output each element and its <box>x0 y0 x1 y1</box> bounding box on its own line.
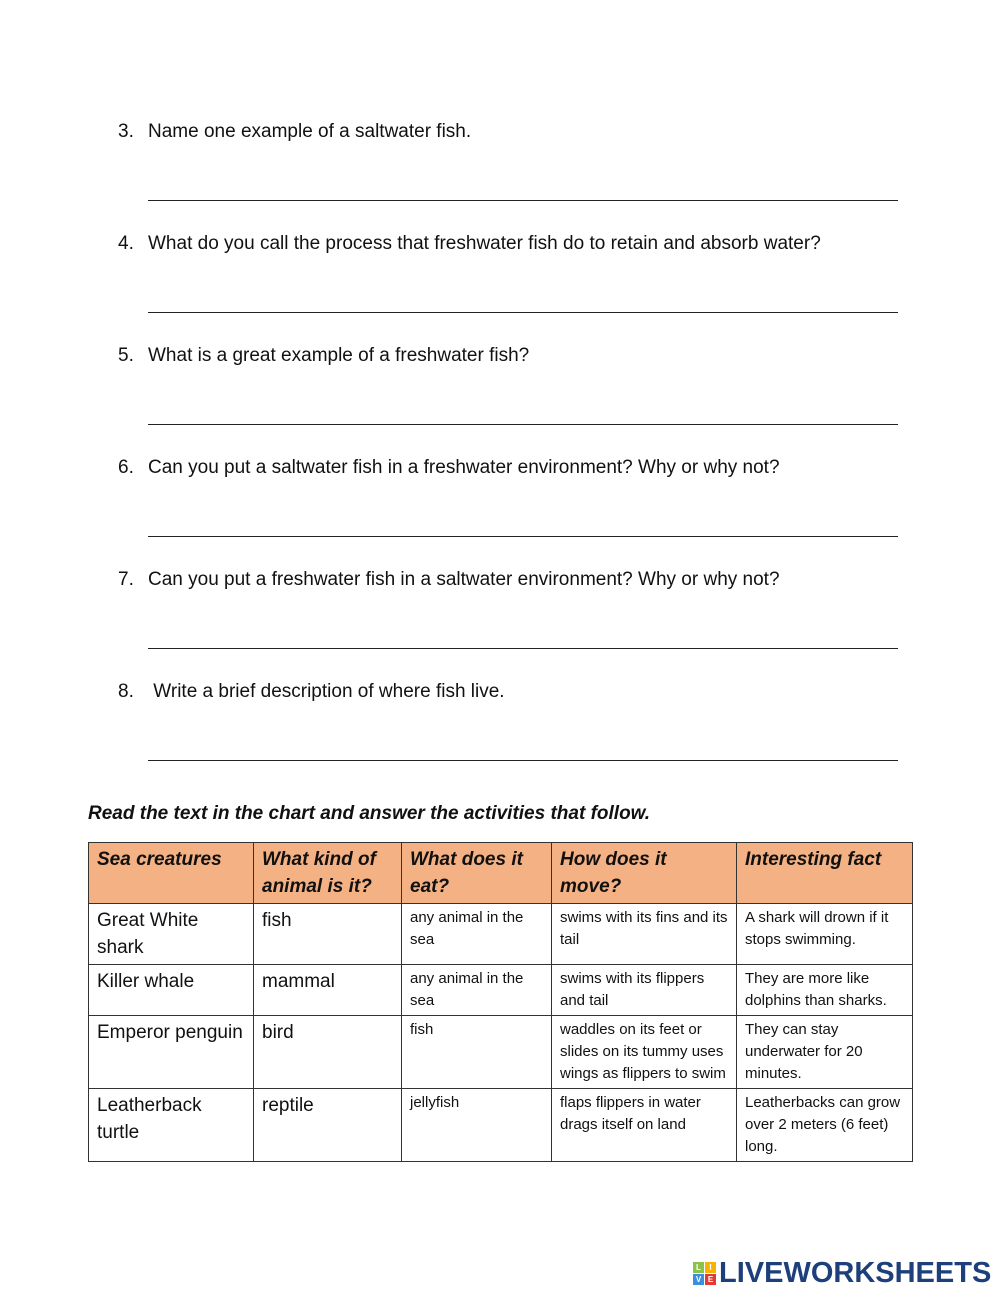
cell-eat: any animal in the sea <box>402 965 552 1016</box>
logo-cubes-icon <box>693 1262 716 1285</box>
logo-cube: V <box>693 1274 704 1285</box>
question-text: What is a great example of a freshwater fish? <box>148 345 530 366</box>
logo-cube: E <box>705 1274 716 1285</box>
cell-eat: fish <box>402 1016 552 1089</box>
answer-input-6[interactable] <box>148 512 898 537</box>
cell-fact: Leatherbacks can grow over 2 meters (6 feet) long. <box>737 1089 913 1162</box>
chart-instruction: Read the text in the chart and answer the activities that follow. <box>88 803 651 824</box>
question-number: 6. <box>118 457 134 478</box>
table-row <box>89 904 913 965</box>
logo-cube: I <box>705 1262 716 1273</box>
answer-input-8[interactable] <box>148 736 898 761</box>
cell-move: waddles on its feet or slides on its tummy uses wings as flippers to swim <box>552 1016 737 1089</box>
answer-input-7[interactable] <box>148 624 898 649</box>
cell-kind: reptile <box>254 1089 402 1162</box>
question-text: Name one example of a saltwater fish. <box>148 121 472 142</box>
logo-cube: L <box>693 1262 704 1273</box>
cell-fact: They can stay underwater for 20 minutes. <box>737 1016 913 1089</box>
answer-input-5[interactable] <box>148 400 898 425</box>
cell-move: swims with its fins and its tail <box>552 904 737 965</box>
logo-text: LIVEWORKSHEETS <box>719 1257 992 1289</box>
question-number: 4. <box>118 233 134 254</box>
answer-input-4[interactable] <box>148 288 898 313</box>
table-row <box>89 965 913 1016</box>
question-text: Write a brief description of where fish live. <box>148 681 505 702</box>
table-header-row <box>89 843 913 904</box>
question-text: What do you call the process that freshwater fish do to retain and absorb water? <box>148 233 821 254</box>
liveworksheets-logo <box>693 1257 991 1290</box>
question-text: Can you put a saltwater fish in a freshwater environment? Why or why not? <box>148 457 780 478</box>
cell-creature: Killer whale <box>89 965 254 1016</box>
cell-fact: They are more like dolphins than sharks. <box>737 965 913 1016</box>
cell-eat: jellyfish <box>402 1089 552 1162</box>
question-number: 5. <box>118 345 134 366</box>
cell-move: flaps flippers in water drags itself on land <box>552 1089 737 1162</box>
cell-creature: Emperor penguin <box>89 1016 254 1089</box>
sea-creatures-table <box>88 842 913 1162</box>
question-number: 7. <box>118 569 134 590</box>
header-sea-creatures: Sea creatures <box>89 843 254 904</box>
cell-fact: A shark will drown if it stops swimming. <box>737 904 913 965</box>
header-move: How does it move? <box>552 843 737 904</box>
cell-move: swims with its flippers and tail <box>552 965 737 1016</box>
question-number: 3. <box>118 121 134 142</box>
question-text: Can you put a freshwater fish in a saltwater environment? Why or why not? <box>148 569 780 590</box>
cell-creature: Leatherback turtle <box>89 1089 254 1162</box>
question-number: 8. <box>118 681 134 702</box>
cell-kind: fish <box>254 904 402 965</box>
header-eat: What does it eat? <box>402 843 552 904</box>
header-fact: Interesting fact <box>737 843 913 904</box>
table-row <box>89 1089 913 1162</box>
cell-kind: mammal <box>254 965 402 1016</box>
answer-input-3[interactable] <box>148 176 898 201</box>
cell-eat: any animal in the sea <box>402 904 552 965</box>
header-animal-kind: What kind of animal is it? <box>254 843 402 904</box>
cell-kind: bird <box>254 1016 402 1089</box>
table-row <box>89 1016 913 1089</box>
cell-creature: Great White shark <box>89 904 254 965</box>
